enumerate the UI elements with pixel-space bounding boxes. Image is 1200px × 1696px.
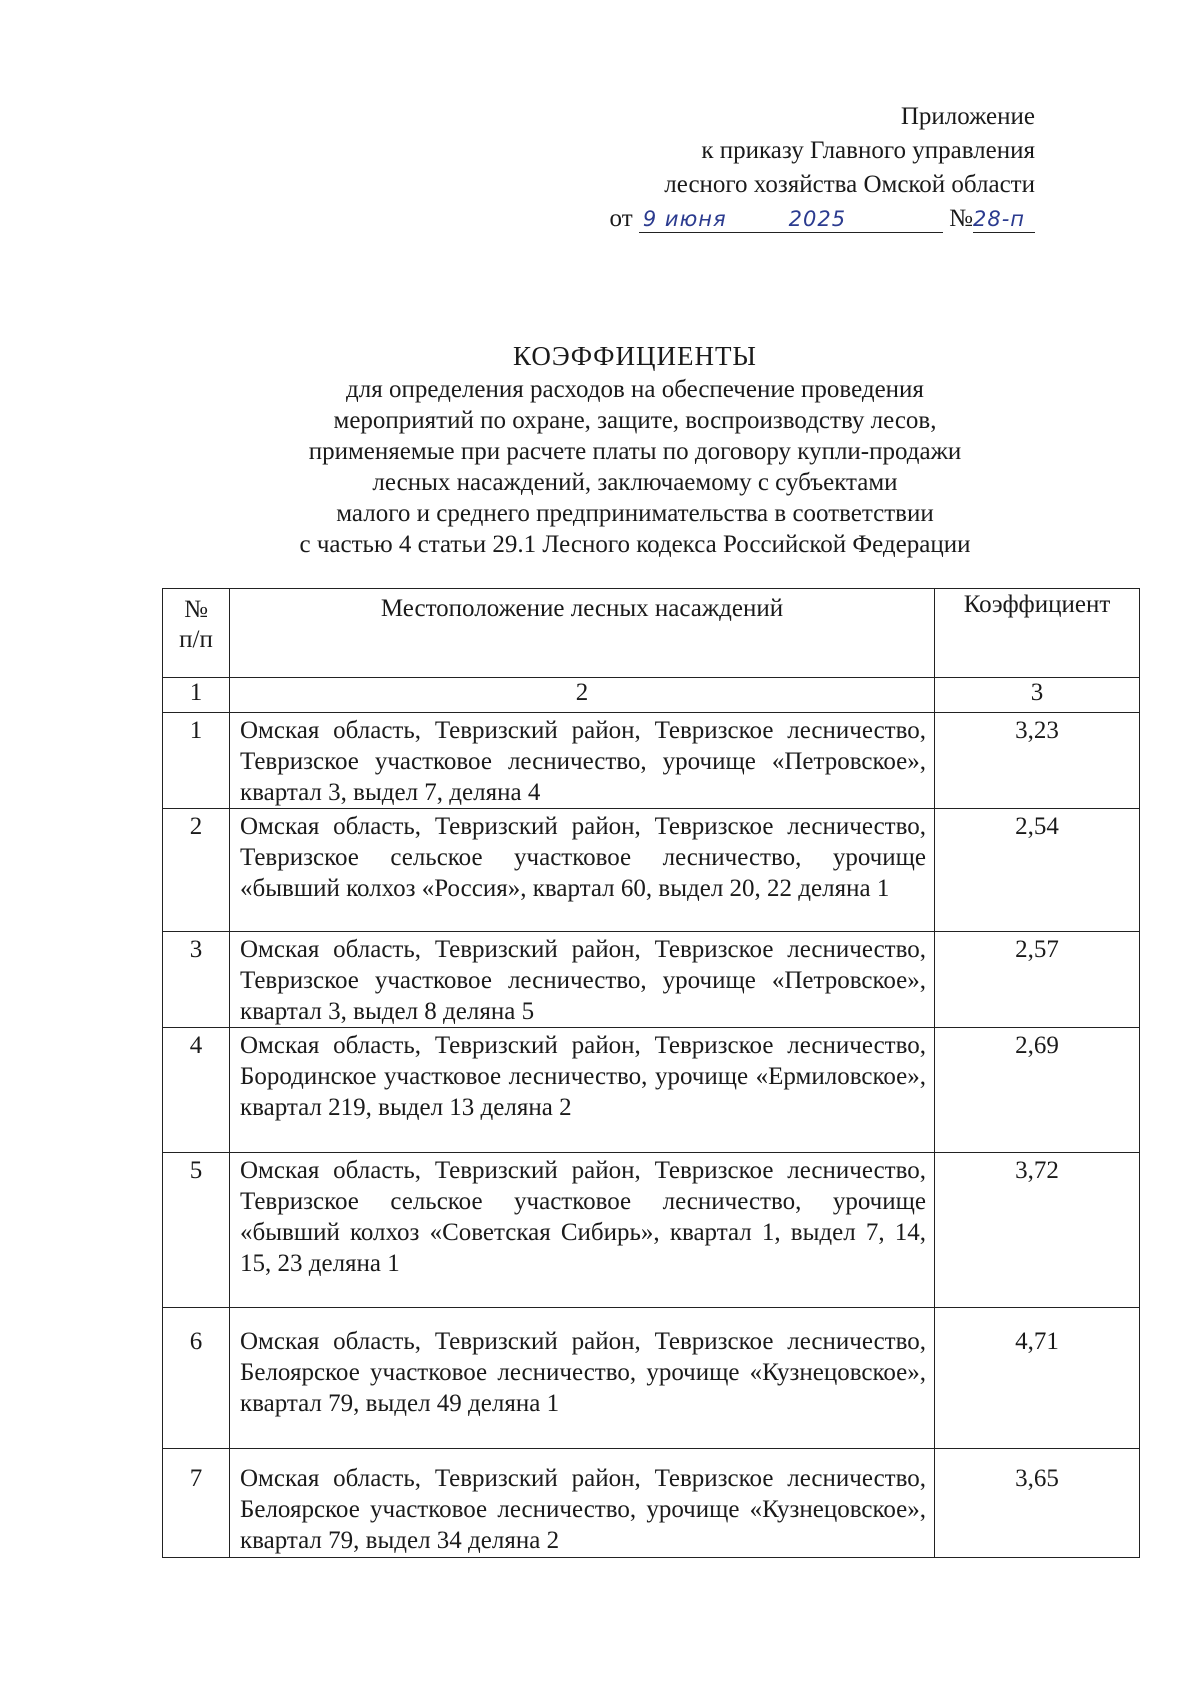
table-row <box>163 1449 1140 1558</box>
handwritten-date-day: 9 июня <box>642 207 727 231</box>
row-location: Омская область, Тевризский район, Тевризское лесничество, Белоярское участковое лесничество, урочище «Кузнецовское», квартал 79, выдел 34 деляна 2 <box>230 1449 935 1558</box>
header-location: Местоположение лесных насаждений <box>230 589 935 678</box>
row-location: Омская область, Тевризский район, Тевризское лесничество, Тевризское участковое лесничество, урочище «Петровское», квартал 3, выдел 7, деляна 4 <box>230 713 935 809</box>
column-number: 2 <box>230 678 935 713</box>
row-number: 2 <box>163 809 230 932</box>
row-number: 1 <box>163 713 230 809</box>
table-row <box>163 1308 1140 1449</box>
number-field <box>973 206 1035 233</box>
row-location: Омская область, Тевризский район, Тевризское лесничество, Бородинское участковое лесничество, урочище «Ермиловское», квартал 219, выдел 13 деляна 2 <box>230 1028 935 1153</box>
row-coefficient: 3,72 <box>935 1153 1140 1308</box>
header-coefficient: Коэффициент <box>935 589 1140 678</box>
subtitle-line: с частью 4 статьи 29.1 Лесного кодекса Российской Федерации <box>299 531 971 558</box>
approval-block <box>610 100 1035 236</box>
header-number-abbr: п/п <box>179 626 213 653</box>
coefficients-table <box>162 588 1140 1558</box>
subtitle-line: применяемые при расчете платы по договору купли-продажи <box>308 438 962 465</box>
row-coefficient: 2,54 <box>935 809 1140 932</box>
subtitle-line: мероприятий по охране, защите, воспроизводству лесов, <box>333 407 937 434</box>
approval-line-department: лесного хозяйства Омской области <box>664 171 1035 198</box>
document-heading <box>0 338 1200 560</box>
subtitle-line: лесных насаждений, заключаемому с субъектами <box>372 469 898 496</box>
column-number: 1 <box>163 678 230 713</box>
subtitle-line: малого и среднего предпринимательства в соответствии <box>336 500 934 527</box>
number-prefix: № <box>949 205 973 232</box>
date-field <box>639 206 943 233</box>
row-number: 5 <box>163 1153 230 1308</box>
row-coefficient: 2,69 <box>935 1028 1140 1153</box>
row-number: 4 <box>163 1028 230 1153</box>
table-row <box>163 713 1140 809</box>
row-coefficient: 3,23 <box>935 713 1140 809</box>
handwritten-order-number: 28-п <box>973 207 1026 231</box>
row-number: 3 <box>163 932 230 1028</box>
column-number-row <box>163 678 1140 713</box>
row-location: Омская область, Тевризский район, Тевризское лесничество, Тевризское участковое лесничество, урочище «Петровское», квартал 3, выдел 8 деляна 5 <box>230 932 935 1028</box>
column-number: 3 <box>935 678 1140 713</box>
table-row <box>163 1153 1140 1308</box>
subtitle-line: для определения расходов на обеспечение проведения <box>346 376 924 403</box>
approval-line-order: к приказу Главного управления <box>701 137 1035 164</box>
row-number: 6 <box>163 1308 230 1449</box>
row-location: Омская область, Тевризский район, Тевризское лесничество, Тевризское сельское участковое лесничество, урочище «бывший колхоз «Советская Сибирь», квартал 1, выдел 7, 14, 15, 23 деляна 1 <box>230 1153 935 1308</box>
row-coefficient: 4,71 <box>935 1308 1140 1449</box>
row-coefficient: 3,65 <box>935 1449 1140 1558</box>
date-prefix: от <box>609 205 633 232</box>
document-title: КОЭФФИЦИЕНТЫ <box>513 341 757 371</box>
row-location: Омская область, Тевризский район, Тевризское лесничество, Тевризское сельское участковое лесничество, урочище «бывший колхоз «Россия», квартал 60, выдел 20, 22 деляна 1 <box>230 809 935 932</box>
table-header-row <box>163 589 1140 678</box>
header-number <box>163 589 230 678</box>
document-subtitle <box>0 374 1200 560</box>
table-row <box>163 1028 1140 1153</box>
table-row <box>163 809 1140 932</box>
row-location: Омская область, Тевризский район, Тевризское лесничество, Белоярское участковое лесничество, урочище «Кузнецовское», квартал 79, выдел 49 деляна 1 <box>230 1308 935 1449</box>
handwritten-date-year: 2025 <box>788 207 847 231</box>
approval-date-line <box>610 202 1035 236</box>
header-number-symbol: № <box>184 596 208 623</box>
table-row <box>163 932 1140 1028</box>
row-number: 7 <box>163 1449 230 1558</box>
approval-line-appendix: Приложение <box>900 103 1035 130</box>
row-coefficient: 2,57 <box>935 932 1140 1028</box>
